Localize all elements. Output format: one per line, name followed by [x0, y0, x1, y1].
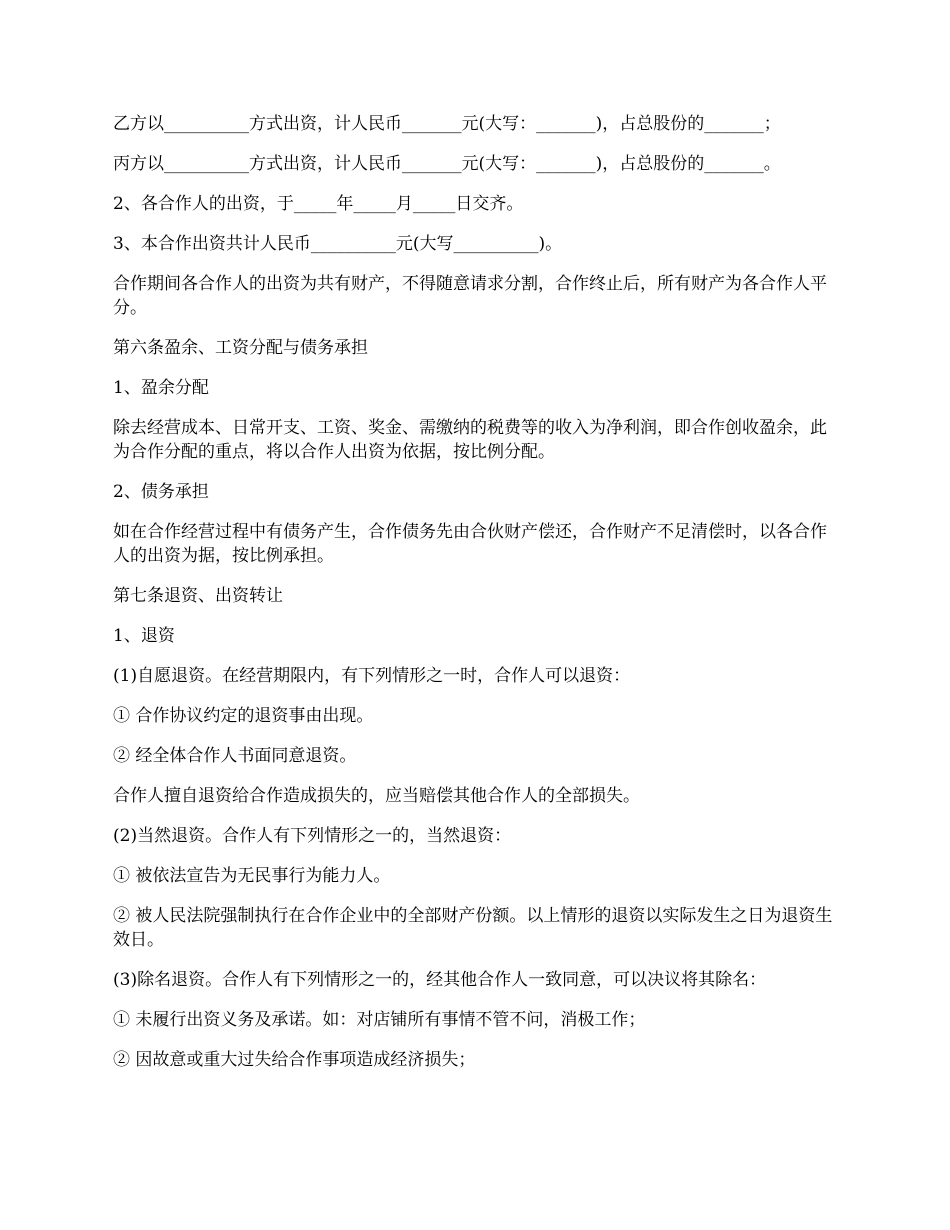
contribution-deadline: 2、各合作人的出资，于_____年_____月_____日交齐。	[113, 194, 524, 214]
contribution-party-b: 乙方以__________方式出资，计人民币_______元(大写：_______)，占总股份的_______；	[113, 114, 781, 134]
withdrawal-heading: 1、退资	[113, 626, 175, 646]
expulsion-withdrawal: (3)除名退资。合作人有下列情形之一的，经其他合作人一致同意，可以决议将其除名：	[113, 970, 767, 990]
debt-bearing-heading: 2、债务承担	[113, 482, 209, 502]
document-body	[113, 112, 841, 1088]
expulsion-item-1: ① 未履行出资义务及承诺。如：对店铺所有事情不管不问，消极工作；	[113, 1010, 646, 1030]
contribution-total: 3、本合作出资共计人民币__________元(大写__________)。	[113, 234, 563, 254]
automatic-item-2: ② 被人民法院强制执行在合作企业中的全部财产份额。以上情形的退资以实际发生之日为退资生效日。	[113, 906, 833, 950]
article-six-heading: 第六条盈余、工资分配与债务承担	[113, 338, 368, 358]
surplus-distribution-heading: 1、盈余分配	[113, 378, 209, 398]
automatic-item-1: ① 被依法宣告为无民事行为能力人。	[113, 866, 391, 886]
shared-property-clause: 合作期间各合作人的出资为共有财产，不得随意请求分割，合作终止后，所有财产为各合作人平分。	[113, 274, 827, 318]
contribution-party-c: 丙方以__________方式出资，计人民币_______元(大写：_______)，占总股份的_______。	[113, 154, 781, 174]
article-seven-heading: 第七条退资、出资转让	[113, 586, 283, 606]
automatic-withdrawal: (2)当然退资。合作人有下列情形之一的，当然退资：	[113, 826, 512, 846]
voluntary-item-2: ② 经全体合作人书面同意退资。	[113, 746, 357, 766]
voluntary-withdrawal: (1)自愿退资。在经营期限内，有下列情形之一时，合作人可以退资：	[113, 666, 631, 686]
unauthorized-withdrawal-clause: 合作人擅自退资给合作造成损失的，应当赔偿其他合作人的全部损失。	[113, 786, 640, 806]
debt-bearing-text: 如在合作经营过程中有债务产生，合作债务先由合伙财产偿还，合作财产不足清偿时，以各合作人的出资为据，按比例承担。	[113, 522, 827, 566]
voluntary-item-1: ① 合作协议约定的退资事由出现。	[113, 706, 374, 726]
surplus-distribution-text: 除去经营成本、日常开支、工资、奖金、需缴纳的税费等的收入为净利润，即合作创收盈余，此为合作分配的重点，将以合作人出资为依据，按比例分配。	[113, 418, 827, 462]
expulsion-item-2: ② 因故意或重大过失给合作事项造成经济损失；	[113, 1050, 476, 1070]
